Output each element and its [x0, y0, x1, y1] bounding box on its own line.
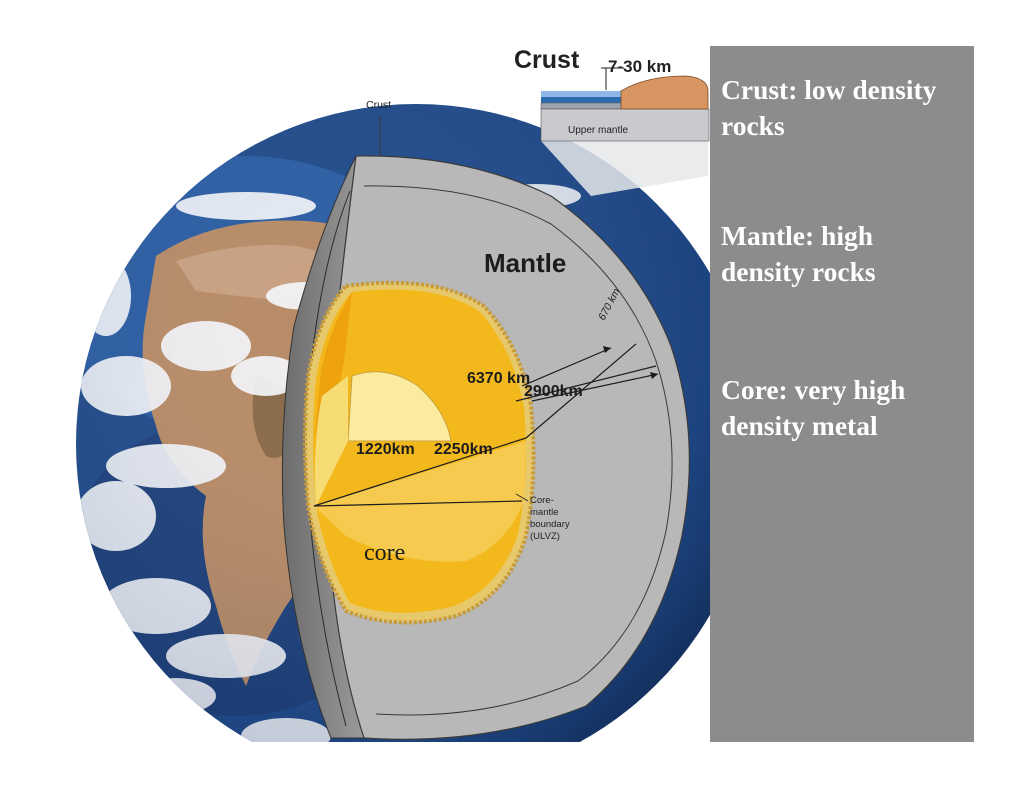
- depth-670-label: 670 km: [596, 286, 623, 323]
- crust-thickness-label: 7-30 km: [608, 57, 672, 76]
- upper-mantle-label: Upper mantle: [568, 125, 629, 136]
- svg-text:boundary: boundary: [530, 519, 570, 530]
- earth-layers-diagram: [46, 46, 710, 742]
- side-panel: [710, 46, 974, 742]
- core-label: core: [364, 540, 406, 566]
- crust-pointer-label: Crust: [366, 99, 392, 111]
- svg-text:mantle: mantle: [530, 507, 559, 518]
- core-description-line-2: density metal: [721, 410, 878, 441]
- inner-core-radius-label: 1220km: [356, 441, 415, 458]
- crust-description-line-2: rocks: [721, 110, 785, 141]
- crust-description: [721, 72, 971, 144]
- earth-cutaway-svg: [46, 46, 710, 742]
- mantle-description-line-2: density rocks: [721, 256, 876, 287]
- mantle-description-line-1: Mantle: high: [721, 220, 874, 251]
- core-description-line-1: Core: very high: [721, 374, 906, 405]
- svg-text:Core-: Core-: [530, 495, 554, 506]
- svg-text:(ULVZ): (ULVZ): [530, 531, 560, 542]
- earth-radius-label: 6370 km: [467, 370, 531, 387]
- crust-description-line-1: Crust: low density: [721, 74, 937, 105]
- crust-inset-title: Crust: [514, 46, 580, 74]
- mantle-description: [721, 218, 971, 290]
- core-description: [721, 372, 971, 444]
- mantle-depth-label: 2900km: [524, 383, 583, 400]
- outer-core-thickness-label: 2250km: [434, 441, 493, 458]
- mantle-label: Mantle: [484, 248, 567, 278]
